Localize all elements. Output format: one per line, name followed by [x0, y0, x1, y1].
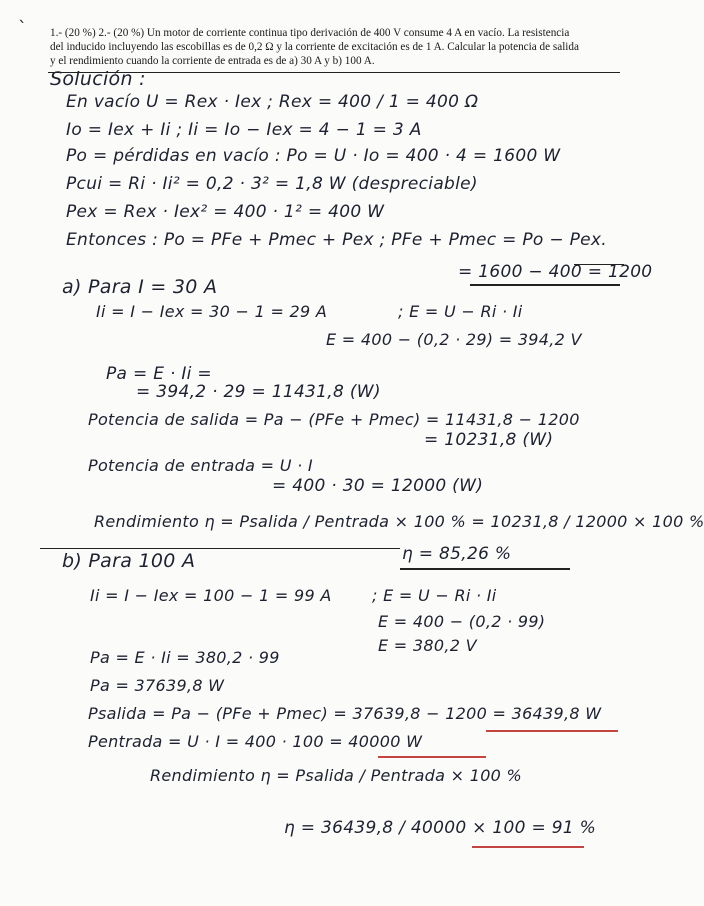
part-b-line-1: Ii = I − Iex = 100 − 1 = 99 A [90, 586, 332, 605]
part-a-line-7: Potencia de entrada = U · I [88, 456, 313, 475]
solution-line-5: Pex = Rex · Iex² = 400 · 1² = 400 W [66, 202, 385, 222]
part-b-line-7: Pentrada = U · I = 400 · 100 = 40000 W [88, 732, 423, 751]
solution-line-4: Pcui = Ri · Ii² = 0,2 · 3² = 1,8 W (despreciable) [66, 174, 478, 194]
part-a-result-underline [400, 568, 570, 570]
statement-line-2: del inducido incluyendo las escobillas es de 0,2 Ω y la corriente de excitación es de 1 A. Calcular la potencia de salida [50, 41, 579, 53]
part-a-line-8: = 400 · 30 = 12000 (W) [272, 476, 484, 496]
pen-mark: ˋ [18, 18, 27, 39]
solution-line-7: = 1600 − 400 = 1200 [458, 262, 653, 282]
part-b-title: b) Para 100 A [62, 550, 196, 572]
part-a-result: η = 85,26 % [402, 544, 512, 564]
output-power-underline [486, 730, 618, 732]
input-power-underline [378, 756, 486, 758]
solution-line-2: Io = Iex + Ii ; Ii = Io − Iex = 4 − 1 = 3 A [66, 120, 422, 140]
part-divider [40, 548, 400, 549]
loss-underline [470, 284, 620, 286]
part-b-line-5: Pa = 37639,8 W [90, 676, 225, 695]
part-a-title: a) Para I = 30 A [62, 276, 218, 298]
solution-line-1: En vacío U = Rex · Iex ; Rex = 400 / 1 = 400 Ω [66, 92, 479, 112]
problem-statement [50, 26, 610, 68]
part-a-line-1: Ii = I − Iex = 30 − 1 = 29 A [96, 302, 328, 321]
part-b-line-3: E = 380,2 V [378, 636, 477, 655]
part-a-line-6: = 10231,8 (W) [424, 430, 554, 450]
part-a-line-1b: ; E = U − Ri · Ii [398, 302, 523, 321]
part-a-line-2: E = 400 − (0,2 · 29) = 394,2 V [326, 330, 582, 349]
solution-title: Solución : [50, 68, 146, 90]
part-a-line-3: Pa = E · Ii = [106, 364, 212, 384]
part-b-line-1b: ; E = U − Ri · Ii [372, 586, 497, 605]
solution-line-3: Po = pérdidas en vacío : Po = U · Io = 400 · 4 = 1600 W [66, 146, 561, 166]
solution-line-6: Entonces : Po = PFe + Pmec + Pex ; PFe + Pmec = Po − Pex. [66, 230, 607, 250]
part-a-line-5: Potencia de salida = Pa − (PFe + Pmec) = 11431,8 − 1200 [88, 410, 580, 429]
efficiency-underline [472, 846, 584, 848]
part-a-line-9: Rendimiento η = Psalida / Pentrada × 100 % = 10231,8 / 12000 × 100 % [94, 512, 704, 531]
part-b-line-2: E = 400 − (0,2 · 99) [378, 612, 546, 631]
part-b-line-4: Pa = E · Ii = 380,2 · 99 [90, 648, 280, 667]
statement-line-1: 1.- (20 %) 2.- (20 %) Un motor de corriente continua tipo derivación de 400 V consume 4 A en vacío. La resistencia [50, 27, 570, 39]
part-a-line-4: = 394,2 · 29 = 11431,8 (W) [136, 382, 381, 402]
part-b-line-6: Psalida = Pa − (PFe + Pmec) = 37639,8 − 1200 = 36439,8 W [88, 704, 602, 723]
part-b-line-8: Rendimiento η = Psalida / Pentrada × 100 % [150, 766, 523, 785]
result-box-top [574, 264, 624, 265]
part-b-line-9: η = 36439,8 / 40000 × 100 = 91 % [284, 818, 597, 838]
statement-line-3: y el rendimiento cuando la corriente de entrada es de a) 30 A y b) 100 A. [50, 55, 375, 67]
